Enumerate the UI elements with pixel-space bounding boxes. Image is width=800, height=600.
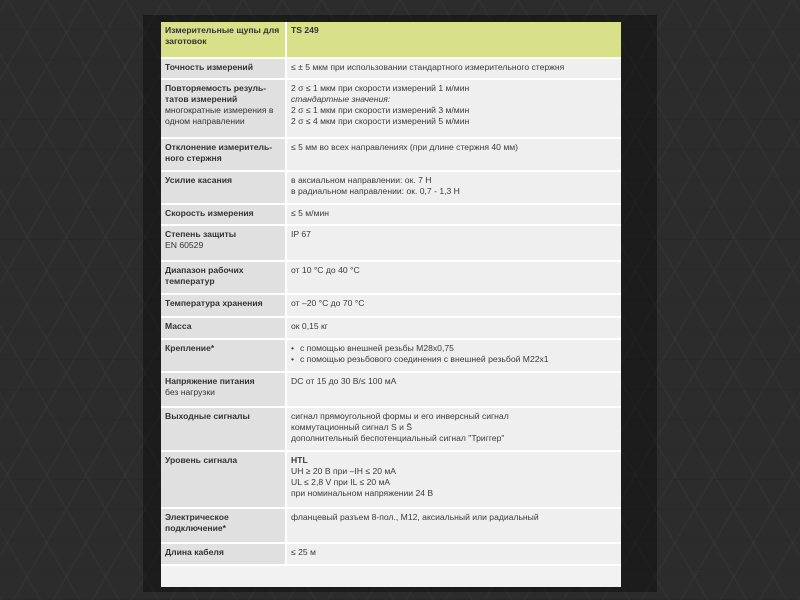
table-row [161, 339, 621, 372]
row-value: IP 67 [286, 225, 621, 261]
row-label-main: Повторяемость резуль-татов измерений [165, 83, 267, 104]
value-line: в радиальном направлении: ок. 0,7 - 1,3 Н [291, 186, 460, 196]
value-line: 2 σ ≤ 1 мкм при скорости измерений 1 м/мин [291, 83, 470, 93]
row-value: фланцевый разъем 8-пол., М12, аксиальный или радиальный [286, 508, 621, 543]
table-header-row [161, 22, 621, 58]
row-value [286, 451, 621, 508]
row-label: Температура хранения [161, 294, 286, 317]
row-label-sub: EN 60529 [165, 240, 204, 250]
value-line: UH ≥ 20 В при –IH ≤ 20 мА [291, 466, 397, 476]
row-value [286, 339, 621, 372]
row-label: Масса [161, 317, 286, 339]
value-line: стандартные значения: [291, 94, 391, 104]
row-value [286, 171, 621, 204]
row-value [286, 79, 621, 138]
table-row [161, 543, 621, 565]
row-label-sub: без нагрузки [165, 387, 215, 397]
row-value: ≤ ± 5 мкм при использовании стандартного измерительного стержня [286, 58, 621, 79]
table-row [161, 138, 621, 171]
value-line: 2 σ ≤ 4 мкм при скорости измерений 5 м/мин [291, 116, 470, 126]
table-row [161, 317, 621, 339]
value-line: сигнал прямоугольной формы и его инверсный сигнал [291, 411, 509, 421]
row-label: Выходные сигналы [161, 407, 286, 451]
row-value: ≤ 5 м/мин [286, 204, 621, 225]
spec-table [161, 22, 621, 566]
table-row [161, 508, 621, 543]
value-line: HTL [291, 455, 308, 465]
row-label: Уровень сигнала [161, 451, 286, 508]
header-model: TS 249 [286, 22, 621, 58]
row-label [161, 372, 286, 407]
row-value: от –20 °C до 70 °C [286, 294, 621, 317]
row-value: ≤ 5 мм во всех направлениях (при длине стержня 40 мм) [286, 138, 621, 171]
value-line: при номинальном напряжении 24 В [291, 488, 434, 498]
row-label-sub: многократные измерения в одном направлении [165, 105, 274, 126]
table-row [161, 58, 621, 79]
table-row [161, 261, 621, 294]
row-value: DC от 15 до 30 В/≤ 100 мА [286, 372, 621, 407]
table-row [161, 372, 621, 407]
row-value [286, 407, 621, 451]
table-row [161, 225, 621, 261]
row-value: ≤ 25 м [286, 543, 621, 565]
table-row [161, 451, 621, 508]
row-label-main: Напряжение питания [165, 376, 255, 386]
row-label-main: Степень защиты [165, 229, 237, 239]
row-value: от 10 °C до 40 °C [286, 261, 621, 294]
row-label [161, 79, 286, 138]
spec-document [161, 22, 621, 587]
table-row [161, 171, 621, 204]
value-line: 2 σ ≤ 1 мкм при скорости измерений 3 м/мин [291, 105, 470, 115]
value-line: дополнительный беспотенциальный сигнал "Триггер" [291, 433, 505, 443]
header-label: Измерительные щупы для заготовок [161, 22, 286, 58]
row-value: ок 0,15 кг [286, 317, 621, 339]
table-row [161, 204, 621, 225]
value-line: в аксиальном направлении: ок. 7 Н [291, 175, 432, 185]
row-label: Отклонение измеритель-ного стержня [161, 138, 286, 171]
table-row [161, 79, 621, 138]
row-label [161, 225, 286, 261]
table-row [161, 407, 621, 451]
bullet-item: • с помощью внешней резьбы М28х0,75 [291, 343, 617, 354]
value-line: коммутационный сигнал S и S̄ [291, 422, 413, 432]
bullet-item: • с помощью резьбового соединения с внешней резьбой М22х1 [291, 354, 617, 365]
row-label: Усилие касания [161, 171, 286, 204]
row-label: Крепление* [161, 339, 286, 372]
row-label: Диапазон рабочих температур [161, 261, 286, 294]
table-row [161, 294, 621, 317]
value-line: UL ≤ 2,8 V при IL ≤ 20 мА [291, 477, 391, 487]
row-label: Длина кабеля [161, 543, 286, 565]
row-label: Скорость измерения [161, 204, 286, 225]
row-label: Электрическое подключение* [161, 508, 286, 543]
row-label: Точность измерений [161, 58, 286, 79]
